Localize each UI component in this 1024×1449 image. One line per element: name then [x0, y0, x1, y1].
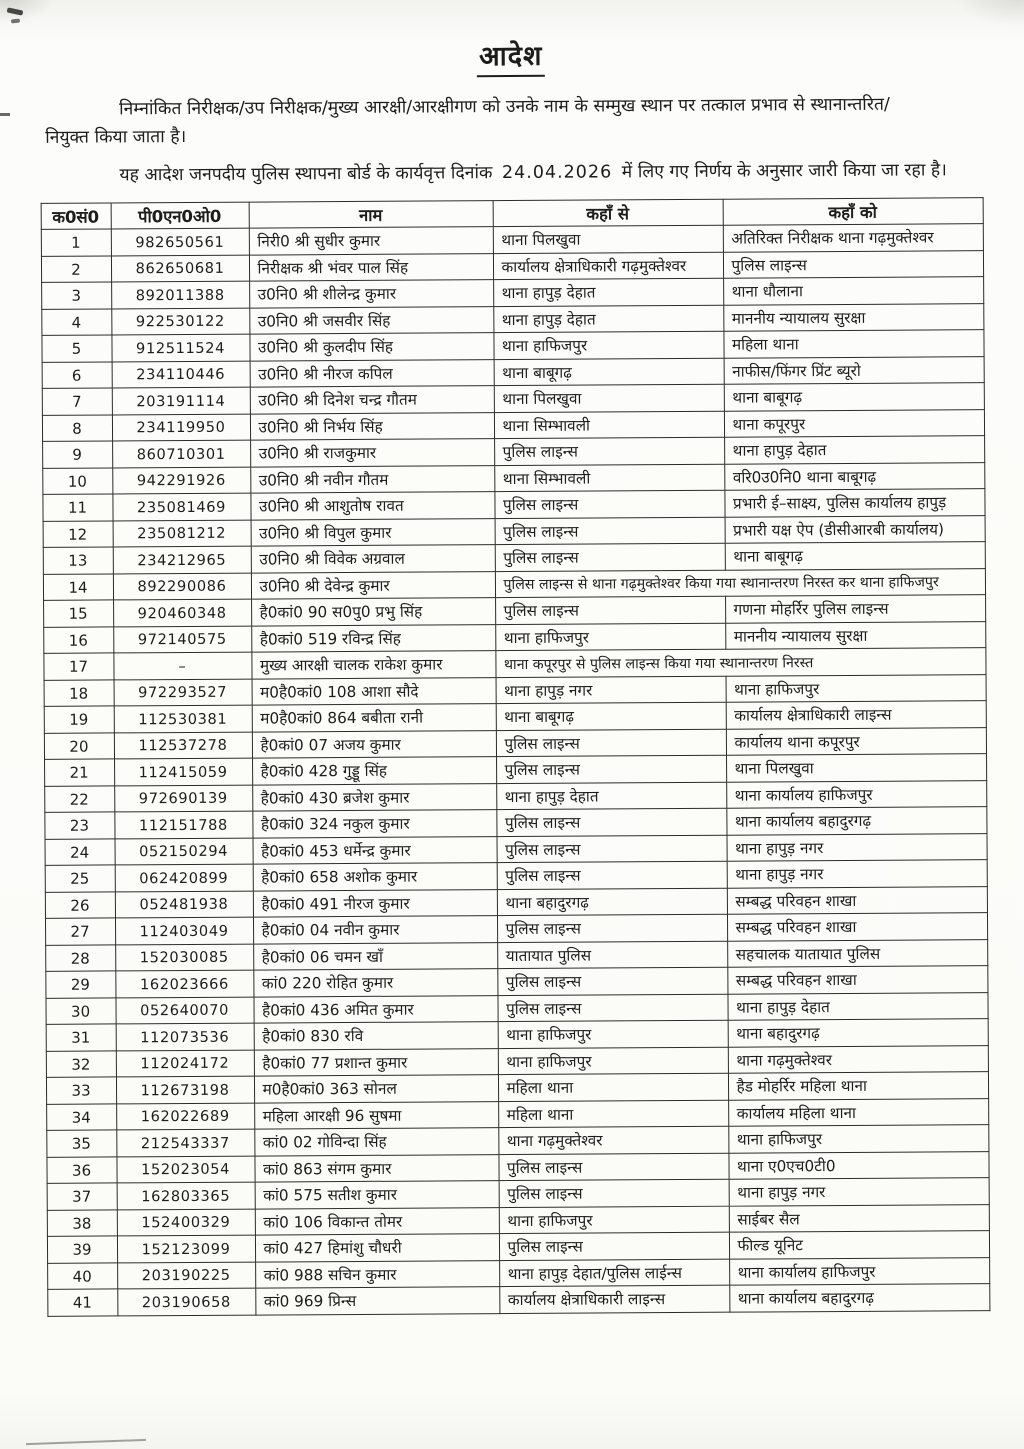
- cell-pno: 892290086: [113, 573, 251, 600]
- cell-name: है0कां0 07 अजय कुमार: [252, 731, 496, 759]
- cell-pno: 972293527: [114, 679, 252, 706]
- cell-name: उ0नि0 श्री देवेन्द्र कुमार: [251, 572, 495, 600]
- cell-serial: 31: [46, 1024, 116, 1051]
- cell-to: थाना बाबूगढ़: [724, 383, 984, 411]
- cell-to: गणना मोहर्रिर पुलिस लाइन्स: [725, 595, 985, 623]
- transfer-table: [40, 197, 990, 1317]
- cell-from: थाना हाफिजपुर: [498, 1047, 728, 1075]
- cell-pno: 862650681: [111, 255, 249, 282]
- cell-serial: 12: [43, 521, 113, 548]
- cell-name: कां0 106 विकान्त तोमर: [255, 1208, 499, 1236]
- cell-name: उ0नि0 श्री विपुल कुमार: [251, 519, 495, 547]
- cell-name: उ0नि0 श्री कुलदीप सिंह: [249, 333, 493, 361]
- cell-name: उ0नि0 श्री दिनेश चन्द्र गौतम: [250, 386, 494, 414]
- cell-pno: 234212965: [113, 547, 251, 574]
- cell-to: साईबर सैल: [729, 1205, 989, 1233]
- cell-serial: 1: [41, 229, 111, 256]
- cell-to: माननीय न्यायालय सुरक्षा: [725, 622, 985, 650]
- cell-to: वरि0उ0नि0 थाना बाबूगढ़: [724, 463, 984, 491]
- cell-from: पुलिस लाइन्स: [494, 491, 724, 519]
- intro-paragraph: [45, 90, 979, 152]
- cell-pno: 860710301: [112, 441, 250, 468]
- cell-name: म0है0कां0 864 बबीता रानी: [252, 704, 496, 732]
- cell-serial: 6: [42, 362, 112, 389]
- cell-pno: 112537278: [114, 732, 252, 759]
- cell-pno: 892011388: [111, 282, 249, 309]
- cell-serial: 7: [42, 388, 112, 415]
- cell-to: थाना कपूरपुर: [724, 410, 984, 438]
- cell-name: है0कां0 428 गुड्डू सिंह: [252, 757, 496, 785]
- cell-from: पुलिस लाइन्स: [496, 809, 726, 837]
- cell-serial: 38: [47, 1210, 117, 1237]
- cell-name: है0कां0 830 रवि: [254, 1022, 498, 1050]
- cell-name: म0है0कां0 363 सोनल: [254, 1075, 498, 1103]
- cell-serial: 16: [43, 627, 113, 654]
- cell-from: थाना सिम्भावली: [494, 464, 724, 492]
- intro-line-1: निम्नांकित निरीक्षक/उप निरीक्षक/मुख्य आरक्षी/आरक्षीगण को उनके नाम के सम्मुख स्थान पर तत्काल प्रभाव से स्थानान्तरित/: [118, 94, 890, 120]
- cell-from: पुलिस लाइन्स: [496, 729, 726, 757]
- cell-pno: 112073536: [116, 1024, 254, 1051]
- cell-from: पुलिस लाइन्स: [497, 835, 727, 863]
- cell-from: थाना हापुड़ देहात/पुलिस लाईन्स: [499, 1259, 729, 1287]
- cell-from: पुलिस लाइन्स: [497, 968, 727, 996]
- cell-merged-note: थाना कपूरपुर से पुलिस लाइन्स किया गया स्थानान्तरण निरस्त: [495, 648, 985, 677]
- cell-serial: 33: [46, 1077, 116, 1104]
- column-header-serial: क0सं0: [41, 203, 111, 230]
- cell-serial: 20: [44, 733, 114, 760]
- cell-from: पुलिस लाइन्स: [495, 544, 725, 572]
- cell-serial: 32: [46, 1051, 116, 1078]
- cell-to: थाना ए0एच0टी0: [728, 1152, 988, 1180]
- cell-serial: 35: [46, 1130, 116, 1157]
- table-row: [47, 1284, 989, 1316]
- cell-name: कां0 427 हिमांशु चौधरी: [255, 1234, 499, 1262]
- cell-pno: 162023666: [115, 971, 253, 998]
- cell-name: महिला आरक्षी 96 सुषमा: [254, 1102, 498, 1130]
- cell-to: प्रभारी ई–साक्ष्य, पुलिस कार्यालय हापुड़: [724, 489, 984, 517]
- cell-from: यातायात पुलिस: [497, 941, 727, 969]
- cell-name: कां0 220 रोहित कुमार: [253, 969, 497, 997]
- cell-pno: 152030085: [115, 944, 253, 971]
- cell-name: है0कां0 491 नीरज कुमार: [253, 890, 497, 918]
- cell-name: निरी0 श्री सुधीर कुमार: [249, 227, 493, 255]
- cell-pno: 152400329: [117, 1209, 255, 1236]
- cell-name: है0कां0 453 धर्मेन्द्र कुमार: [253, 837, 497, 865]
- cell-from: थाना हाफिजपुर: [493, 332, 723, 360]
- cell-name: है0कां0 324 नकुल कुमार: [252, 810, 496, 838]
- scan-artifact: [26, 1439, 146, 1445]
- cell-serial: 39: [47, 1236, 117, 1263]
- cell-pno: 162803365: [117, 1183, 255, 1210]
- cell-pno: 112151788: [114, 812, 252, 839]
- cell-from: थाना हापुड़ देहात: [493, 305, 723, 333]
- cell-name: है0कां0 436 अमित कुमार: [253, 996, 497, 1024]
- cell-pno: 112673198: [116, 1077, 254, 1104]
- cell-serial: 18: [44, 680, 114, 707]
- order-date: 24.04.2026: [501, 162, 613, 183]
- cell-pno: –: [113, 653, 251, 680]
- cell-from: पुलिस लाइन्स: [498, 1153, 728, 1181]
- cell-pno: 152123099: [117, 1236, 255, 1263]
- cell-from: पुलिस लाइन्स: [494, 438, 724, 466]
- cell-to: फील्ड यूनिट: [729, 1231, 989, 1259]
- cell-to: थाना हापुड़ नगर: [727, 834, 987, 862]
- cell-name: है0कां0 90 स0पु0 प्रभु सिंह: [251, 598, 495, 626]
- cell-serial: 22: [44, 786, 114, 813]
- cell-serial: 37: [47, 1183, 117, 1210]
- cell-to: सम्बद्ध परिवहन शाखा: [727, 887, 987, 915]
- cell-serial: 25: [45, 865, 115, 892]
- cell-serial: 9: [42, 441, 112, 468]
- cell-to: थाना धौलाना: [723, 277, 983, 305]
- cell-to: थाना कार्यालय बहादुरगढ़: [729, 1284, 989, 1312]
- cell-to: हैड मोहर्रिर महिला थाना: [728, 1072, 988, 1100]
- cell-serial: 14: [43, 574, 113, 601]
- cell-from: पुलिस लाइन्स: [497, 862, 727, 890]
- cell-to: थाना हाफिजपुर: [726, 675, 986, 703]
- cell-pno: 234110446: [112, 361, 250, 388]
- cell-serial: 2: [41, 256, 111, 283]
- cell-serial: 30: [45, 998, 115, 1025]
- column-header-pno: पी0एन0ओ0: [111, 202, 249, 229]
- cell-pno: 203190225: [117, 1262, 255, 1289]
- page-title: [0, 33, 1023, 76]
- cell-serial: 34: [46, 1104, 116, 1131]
- cell-to: थाना बहादुरगढ़: [728, 1019, 988, 1047]
- cell-from: थाना हाफिजपुर: [498, 1021, 728, 1049]
- cell-pno: 235081469: [112, 494, 250, 521]
- cell-name: है0कां0 658 अशोक कुमार: [253, 863, 497, 891]
- cell-name: निरीक्षक श्री भंवर पाल सिंह: [249, 254, 493, 282]
- order-line-post: में लिए गए निर्णय के अनुसार जारी किया जा रहा है।: [621, 160, 947, 183]
- cell-to: थाना बाबूगढ़: [725, 542, 985, 570]
- cell-name: है0कां0 06 चमन खाँ: [253, 943, 497, 971]
- cell-name: है0कां0 04 नवीन कुमार: [253, 916, 497, 944]
- cell-pno: 235081212: [113, 520, 251, 547]
- cell-pno: 972690139: [114, 785, 252, 812]
- cell-from: पुलिस लाइन्स: [497, 994, 727, 1022]
- cell-from: थाना हापुड़ नगर: [496, 676, 726, 704]
- cell-from: महिला थाना: [498, 1074, 728, 1102]
- cell-from: पुलिस लाइन्स: [496, 756, 726, 784]
- cell-serial: 24: [45, 839, 115, 866]
- cell-name: है0कां0 77 प्रशान्त कुमार: [254, 1049, 498, 1077]
- cell-from: थाना हापुड़ देहात: [496, 782, 726, 810]
- cell-serial: 15: [43, 600, 113, 627]
- cell-to: थाना हापुड़ नगर: [729, 1178, 989, 1206]
- cell-serial: 28: [45, 945, 115, 972]
- cell-pno: 052481938: [115, 891, 253, 918]
- cell-name: उ0नि0 श्री आशुतोष रावत: [250, 492, 494, 520]
- cell-pno: 203191114: [112, 388, 250, 415]
- cell-to: सहचालक यातायात पुलिस: [727, 940, 987, 968]
- cell-pno: 162022689: [116, 1103, 254, 1130]
- cell-pno: 920460348: [113, 600, 251, 627]
- cell-to: थाना हापुड़ देहात: [724, 436, 984, 464]
- cell-to: थाना पिलखुवा: [726, 754, 986, 782]
- cell-to: सम्बद्ध परिवहन शाखा: [727, 966, 987, 994]
- cell-pno: 112024172: [116, 1050, 254, 1077]
- cell-pno: 982650561: [111, 229, 249, 256]
- cell-name: कां0 575 सतीश कुमार: [255, 1181, 499, 1209]
- cell-from: पुलिस लाइन्स: [497, 915, 727, 943]
- cell-serial: 27: [45, 918, 115, 945]
- cell-name: कां0 969 प्रिन्स: [255, 1287, 499, 1315]
- cell-name: उ0नि0 श्री जसवीर सिंह: [249, 307, 493, 335]
- cell-pno: 912511524: [111, 335, 249, 362]
- cell-name: कां0 863 संगम कुमार: [254, 1155, 498, 1183]
- cell-from: थाना पिलखुवा: [493, 226, 723, 254]
- cell-name: उ0नि0 श्री निर्भय सिंह: [250, 413, 494, 441]
- cell-pno: 922530122: [111, 308, 249, 335]
- cell-from: थाना पिलखुवा: [494, 385, 724, 413]
- cell-serial: 19: [44, 706, 114, 733]
- column-header-to: कहाँ को: [723, 198, 983, 226]
- cell-pno: 152023054: [116, 1156, 254, 1183]
- cell-from: पुलिस लाइन्स: [495, 517, 725, 545]
- transfer-table-body: [41, 224, 990, 1316]
- cell-from: थाना हापुड़ देहात: [493, 279, 723, 307]
- cell-to: थाना हापुड़ नगर: [727, 860, 987, 888]
- column-header-from: कहाँ से: [493, 199, 723, 227]
- column-header-name: नाम: [249, 201, 493, 229]
- cell-serial: 36: [46, 1157, 116, 1184]
- cell-from: पुलिस लाइन्स: [495, 597, 725, 625]
- cell-serial: 41: [47, 1289, 117, 1316]
- cell-serial: 23: [44, 812, 114, 839]
- cell-pno: 234119950: [112, 414, 250, 441]
- cell-to: थाना हापुड़ देहात: [727, 993, 987, 1021]
- cell-to: थाना गढ़मुक्तेश्वर: [728, 1046, 988, 1074]
- cell-to: कार्यालय थाना कपूरपुर: [726, 728, 986, 756]
- cell-pno: 112530381: [114, 706, 252, 733]
- cell-from: महिला थाना: [498, 1100, 728, 1128]
- cell-from: कार्यालय क्षेत्राधिकारी गढ़मुक्तेश्वर: [493, 252, 723, 280]
- cell-name: कां0 988 सचिन कुमार: [255, 1261, 499, 1289]
- cell-from: थाना बाबूगढ़: [494, 358, 724, 386]
- cell-from: थाना सिम्भावली: [494, 411, 724, 439]
- cell-from: पुलिस लाइन्स: [499, 1233, 729, 1261]
- cell-serial: 40: [47, 1263, 117, 1290]
- cell-name: है0कां0 430 ब्रजेश कुमार: [252, 784, 496, 812]
- cell-from: पुलिस लाइन्स: [499, 1180, 729, 1208]
- cell-merged-note: पुलिस लाइन्स से थाना गढ़मुक्तेश्वर किया गया स्थानान्तरण निरस्त कर थाना हाफिजपुर: [495, 569, 985, 598]
- cell-name: उ0नि0 श्री विवेक अग्रवाल: [251, 545, 495, 573]
- cell-serial: 29: [45, 971, 115, 998]
- cell-from: थाना बाबूगढ़: [496, 703, 726, 731]
- cell-to: अतिरिक्त निरीक्षक थाना गढ़मुक्तेश्वर: [723, 224, 983, 252]
- cell-to: प्रभारी यक्ष ऐप (डीसीआरबी कार्यालय): [725, 516, 985, 544]
- cell-to: पुलिस लाइन्स: [723, 251, 983, 279]
- cell-serial: 13: [43, 547, 113, 574]
- cell-serial: 21: [44, 759, 114, 786]
- cell-name: उ0नि0 श्री नवीन गौतम: [250, 466, 494, 494]
- cell-pno: 062420899: [115, 865, 253, 892]
- cell-pno: 112403049: [115, 918, 253, 945]
- cell-pno: 112415059: [114, 759, 252, 786]
- cell-pno: 942291926: [112, 467, 250, 494]
- cell-pno: 972140575: [113, 626, 251, 653]
- cell-to: थाना कार्यालय हाफिजपुर: [726, 781, 986, 809]
- page-title-text: आदेश: [477, 41, 545, 77]
- cell-name: है0कां0 519 रविन्द्र सिंह: [251, 625, 495, 653]
- cell-serial: 4: [41, 309, 111, 336]
- cell-pno: 203190658: [117, 1289, 255, 1316]
- cell-name: उ0नि0 श्री राजकुमार: [250, 439, 494, 467]
- cell-serial: 8: [42, 415, 112, 442]
- cell-pno: 212543337: [116, 1130, 254, 1157]
- cell-name: कां0 02 गोविन्दा सिंह: [254, 1128, 498, 1156]
- order-line-pre: यह आदेश जनपदीय पुलिस स्थापना बोर्ड के कार्यवृत्त दिनांक: [119, 162, 493, 186]
- cell-from: थाना गढ़मुक्तेश्वर: [498, 1127, 728, 1155]
- cell-name: उ0नि0 श्री नीरज कपिल: [250, 360, 494, 388]
- cell-serial: 17: [43, 653, 113, 680]
- cell-serial: 10: [42, 468, 112, 495]
- cell-pno: 052150294: [115, 838, 253, 865]
- cell-to: थाना कार्यालय हाफिजपुर: [729, 1258, 989, 1286]
- cell-name: म0है0कां0 108 आशा सौदे: [252, 678, 496, 706]
- cell-to: माननीय न्यायालय सुरक्षा: [723, 304, 983, 332]
- order-basis-paragraph: [45, 157, 979, 189]
- cell-to: सम्बद्ध परिवहन शाखा: [727, 913, 987, 941]
- intro-line-2: नियुक्त किया जाता है।: [45, 127, 187, 149]
- cell-from: कार्यालय क्षेत्राधिकारी लाइन्स: [499, 1286, 729, 1314]
- cell-name: उ0नि0 श्री शीलेन्द्र कुमार: [249, 280, 493, 308]
- cell-serial: 3: [41, 282, 111, 309]
- cell-pno: 052640070: [115, 997, 253, 1024]
- cell-serial: 11: [42, 494, 112, 521]
- cell-to: कार्यालय क्षेत्राधिकारी लाइन्स: [726, 701, 986, 729]
- cell-name: मुख्य आरक्षी चालक राकेश कुमार: [251, 651, 495, 679]
- cell-to: थाना हाफिजपुर: [728, 1125, 988, 1153]
- cell-serial: 5: [41, 335, 111, 362]
- cell-from: थाना बहादुरगढ़: [497, 888, 727, 916]
- cell-serial: 26: [45, 892, 115, 919]
- cell-to: कार्यालय महिला थाना: [728, 1099, 988, 1127]
- cell-from: थाना हाफिजपुर: [495, 623, 725, 651]
- cell-to: नाफीस/फिंगर प्रिंट ब्यूरो: [724, 357, 984, 385]
- cell-to: थाना कार्यालय बहादुरगढ़: [726, 807, 986, 835]
- cell-to: महिला थाना: [723, 330, 983, 358]
- cell-from: थाना हाफिजपुर: [499, 1206, 729, 1234]
